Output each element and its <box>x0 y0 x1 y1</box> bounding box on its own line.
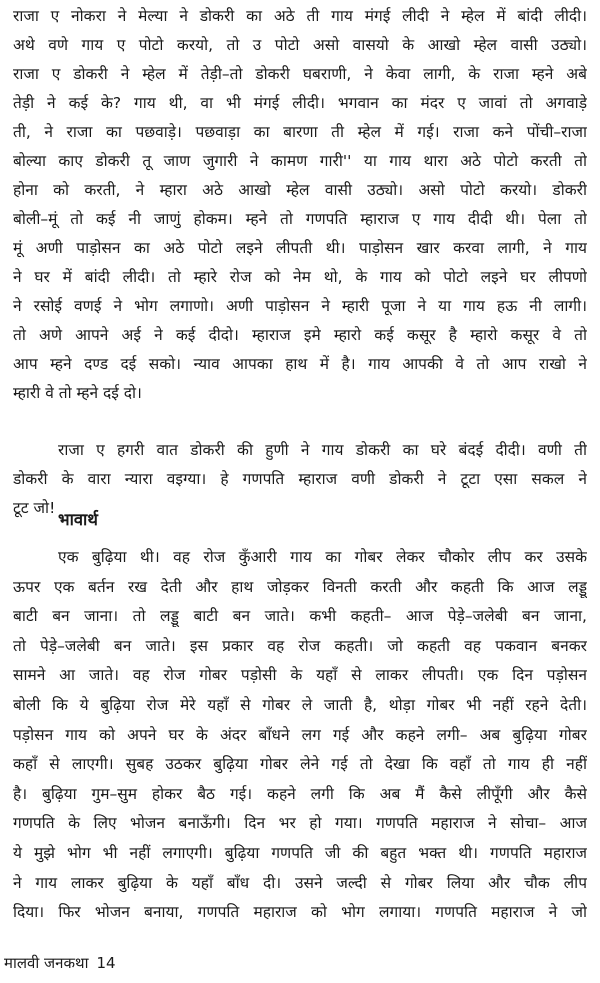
text-line: ने गाय लाकर बुढ़िया के यहाँ बाँध दी। उसने जल्दी से गोबर लिया और चौक लीप <box>13 873 587 892</box>
text-line: बोली–मूं तो कई नी जाणुं होकम। म्हने तो गणपति म्हाराज ए गाय दीदी थी। पेला तो <box>13 210 587 228</box>
text-line: दिया। फिर भोजन बनाया, गणपति महाराज को भोग लगाया। गणपति महाराज ने जो <box>13 903 587 922</box>
text-line: ने घर में बांदी लीदी। तो म्हारे रोज को नेम थो, के गाय को पोटो लइने घर लीपणो <box>13 268 587 286</box>
text-line: बोली कि ये बुढ़िया रोज मेरे यहाँ से गोबर ले जाती है, थोड़ा गोबर भी नहीं रहने देती। <box>13 696 587 714</box>
text-line: तो पेड़े–जलेबी बन जाते। इस प्रकार वह रोज कहती। जो कहती वह पकवान बनकर <box>13 636 587 655</box>
text-line: कहाँ से लाएगी। सुबह उठकर बुढ़िया गोबर लेने गई तो देखा कि वहाँ तो गाय ही नहीं <box>13 755 587 774</box>
text-line: पड़ोसन गाय को अपने घर के अंदर बाँधने लग गई और कहने लगी– अब बुढ़िया गोबर <box>13 725 587 744</box>
text-line: तो अणे आपने अई ने कई दीदो। म्हाराज इमे म्हारो कई कसूर है म्हारो कसूर वे तो <box>13 326 587 344</box>
text-line: ती, ने राजा का पछवाड़े। पछवाड़ा का बारणा ती म्हेल में गई। राजा कने पोंची–राजा <box>13 123 587 141</box>
book-title: मालवी जनकथा <box>4 954 89 972</box>
text-line: डोकरी के वारा न्यारा वइग्या। हे गणपति म्हाराज वणी डोकरी ने टूटा एसा सकल ने <box>13 470 587 488</box>
text-line: मूं अणी पाड़ोसन का अठे पोटो लइने लीपती थी। पाड़ोसन खार करवा लागी, ने गाय <box>13 239 587 257</box>
text-line: ऊपर एक बर्तन रख देती और हाथ जोड़कर विनती करती और कहती कि आज लड्डू <box>13 577 587 596</box>
page-number: 14 <box>96 954 116 972</box>
text-line: गणपति के लिए भोजन बनाऊँगी। दिन भर हो गया। गणपति महाराज ने सोचा– आज <box>13 814 587 833</box>
section-heading: भावार्थ <box>58 510 98 529</box>
text-line: बोल्या काए डोकरी तू जाण जुगारी ने कामण गारी'' या गाय थारा अठे पोटो करती तो <box>13 152 587 170</box>
text-line: तेड़ी ने कई के? गाय थी, वा भी मंगई लीदी। भगवान का मंदर ए जावां तो अगवाड़े <box>13 94 587 112</box>
text-line: है। बुढ़िया गुम–सुम होकर बैठ गई। कहने लगी कि अब मैं कैसे लीपूँगी और कैसे <box>13 784 587 803</box>
text-line: सामने आ जाते। वह रोज गोबर पड़ोसी के यहाँ से लाकर लीपती। एक दिन पड़ोसन <box>13 666 587 685</box>
text-line: होना को करती, ने म्हारा अठे आखो म्हेल वासी उठ्यो। असो पोटो करयो। डोकरी <box>13 181 587 199</box>
text-line: अथे वणे गाय ए पोटो करयो, तो उ पोटो असो वासयो के आखो म्हेल वासी उठ्यो। <box>13 36 587 54</box>
text-line: राजा ए नोकरा ने मेल्या ने डोकरी का अठे ती गाय मंगई लीदी ने म्हेल में बांदी लीदी। <box>13 7 587 25</box>
text-line: राजा ए हगरी वात डोकरी की हुणी ने गाय डोकरी का घरे बंदई दीदी। वणी ती <box>58 441 587 459</box>
text-line: म्हारी वे तो म्हने दई दो। <box>13 384 142 402</box>
text-line: ने रसोई वणई ने भोग लगाणो। अणी पाड़ोसन ने म्हारी पूजा ने या गाय हऊ नी लागी। <box>13 297 587 315</box>
text-line: ये मुझे भोग भी नहीं लगाएगी। बुढ़िया गणपति जी की बहुत भक्त थी। गणपति महाराज <box>13 844 587 862</box>
text-line: बाटी बन जाना। तो लड्डू बाटी बन जाते। कभी कहती– आज पेड़े–जलेबी बन जाना, <box>13 607 587 626</box>
text-line: एक बुढ़िया थी। वह रोज कुँआरी गाय का गोबर लेकर चौकोर लीप कर उसके <box>58 548 587 566</box>
page-footer <box>4 953 116 973</box>
text-line: आप म्हने दण्ड दई सको। न्याव आपका हाथ में है। गाय आपकी वे तो आप राखो ने <box>13 355 587 373</box>
text-line: टूट जो! <box>13 499 56 517</box>
text-line: राजा ए डोकरी ने म्हेल में तेड़ी–तो डोकरी घबराणी, ने केवा लागी, के राजा म्हने अबे <box>13 65 587 83</box>
